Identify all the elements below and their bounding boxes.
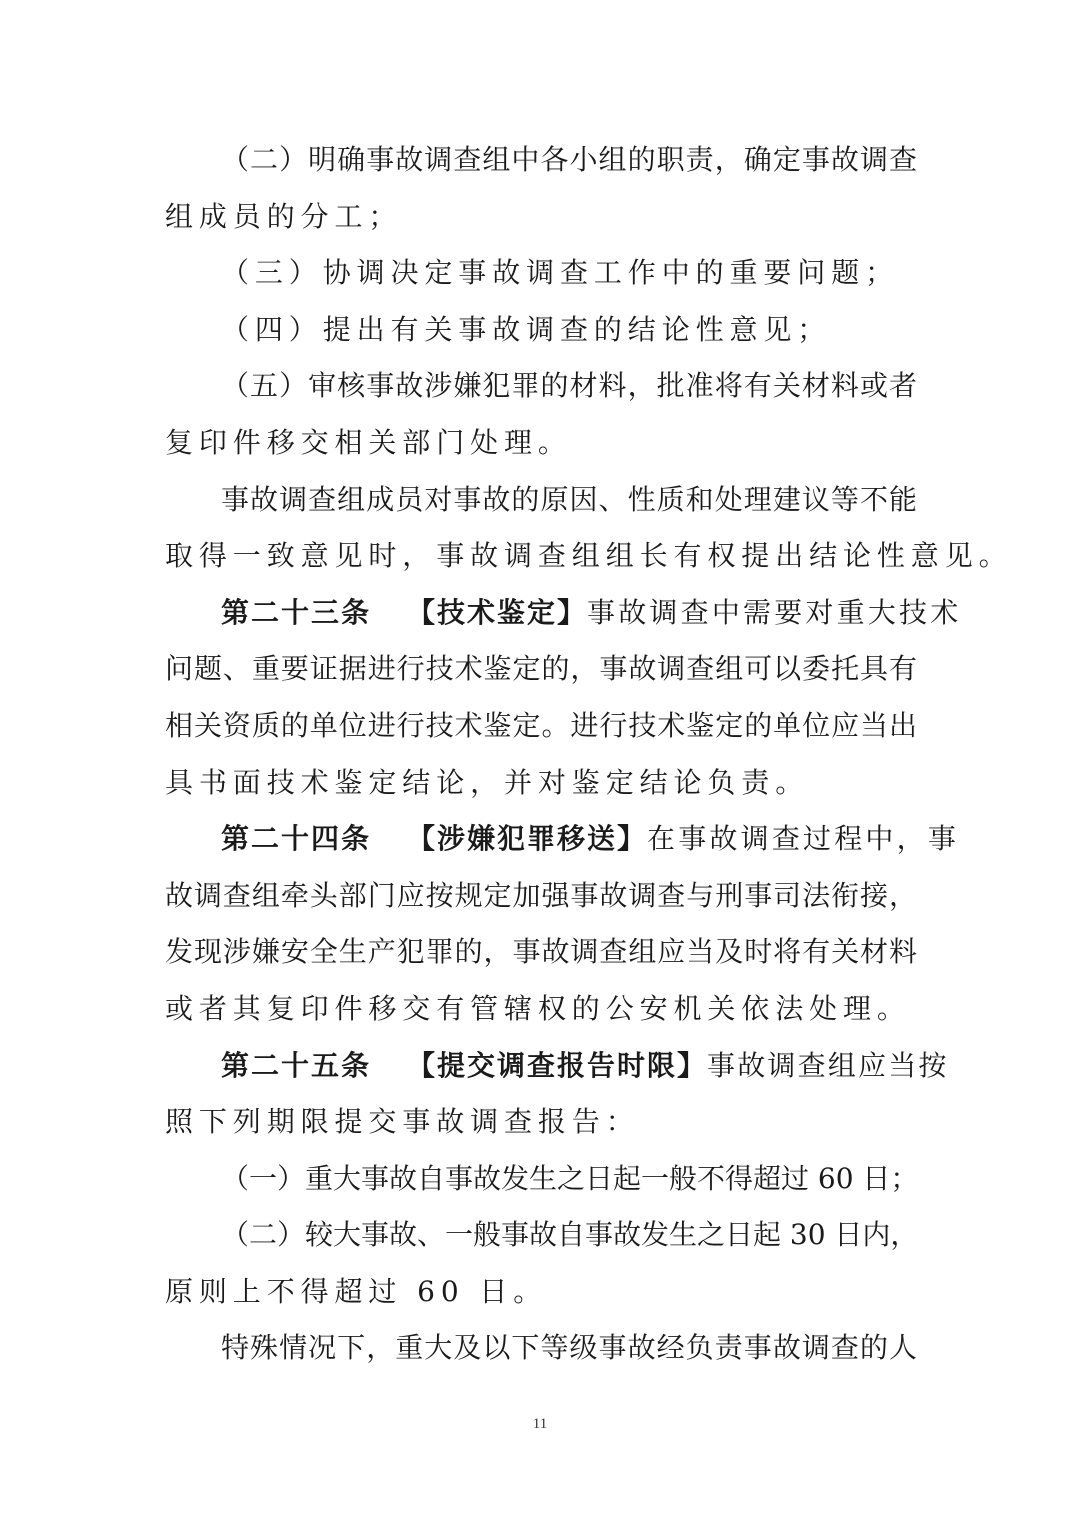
- paragraph-line: 特殊情况下，重大及以下等级事故经负责事故调查的人: [221, 1331, 917, 1365]
- article-23-text: 事故调查中需要对重大技术: [587, 595, 962, 629]
- article-24-title: 【涉嫌犯罪移送】: [407, 822, 648, 856]
- text-line: 组成员的分工；: [165, 199, 403, 233]
- text-line: 取得一致意见时，事故调查组组长有权提出结论性意见。: [165, 539, 1013, 573]
- document-body: [165, 132, 1013, 1377]
- article-25-text: 事故调查组应当按: [707, 1048, 949, 1082]
- list-item: （二）较大事故、一般事故自事故发生之日起 30 日内，: [221, 1218, 919, 1252]
- list-item: （二）明确事故调查组中各小组的职责，确定事故调查: [221, 143, 917, 176]
- article-25-number: 第二十五条: [221, 1048, 372, 1082]
- article-23-number: 第二十三条: [221, 595, 372, 629]
- text-line: 故调查组牵头部门应按规定加强事故调查与刑事司法衔接，: [165, 878, 917, 912]
- text-line: 相关资质的单位进行技术鉴定。进行技术鉴定的单位应当出: [165, 708, 917, 742]
- text-line: 发现涉嫌安全生产犯罪的，事故调查组应当及时将有关材料: [165, 935, 917, 969]
- text-line: 问题、重要证据进行技术鉴定的，事故调查组可以委托具有: [165, 652, 917, 686]
- list-item: （三）协调决定事故调查工作中的重要问题；: [221, 256, 900, 290]
- article-24-heading-line: [165, 811, 960, 868]
- article-24-text: 在事故调查过程中，事: [647, 822, 960, 856]
- text-line: 复印件移交相关部门处理。: [165, 425, 572, 459]
- text-line: 具书面技术鉴定结论，并对鉴定结论负责。: [165, 765, 810, 799]
- page-number: 11: [532, 1416, 548, 1432]
- article-25-title: 【提交调查报告时限】: [407, 1048, 708, 1082]
- article-25-heading-line: [165, 1038, 949, 1095]
- text-line: 或者其复印件移交有管辖权的公安机关依法处理。: [165, 991, 911, 1025]
- list-item: （四）提出有关事故调查的结论性意见；: [221, 312, 832, 346]
- paragraph-line: 事故调查组成员对事故的原因、性质和处理建议等不能: [221, 482, 917, 516]
- list-item: （一）重大事故自事故发生之日起一般不得超过 60 日；: [221, 1161, 919, 1195]
- text-line: 照下列期限提交事故调查报告：: [165, 1105, 640, 1139]
- text-line: 原则上不得超过 60 日。: [165, 1274, 548, 1308]
- article-23-heading-line: [165, 585, 962, 642]
- article-23-title: 【技术鉴定】: [407, 595, 588, 629]
- article-24-number: 第二十四条: [221, 822, 372, 856]
- list-item: （五）审核事故涉嫌犯罪的材料，批准将有关材料或者: [221, 369, 917, 403]
